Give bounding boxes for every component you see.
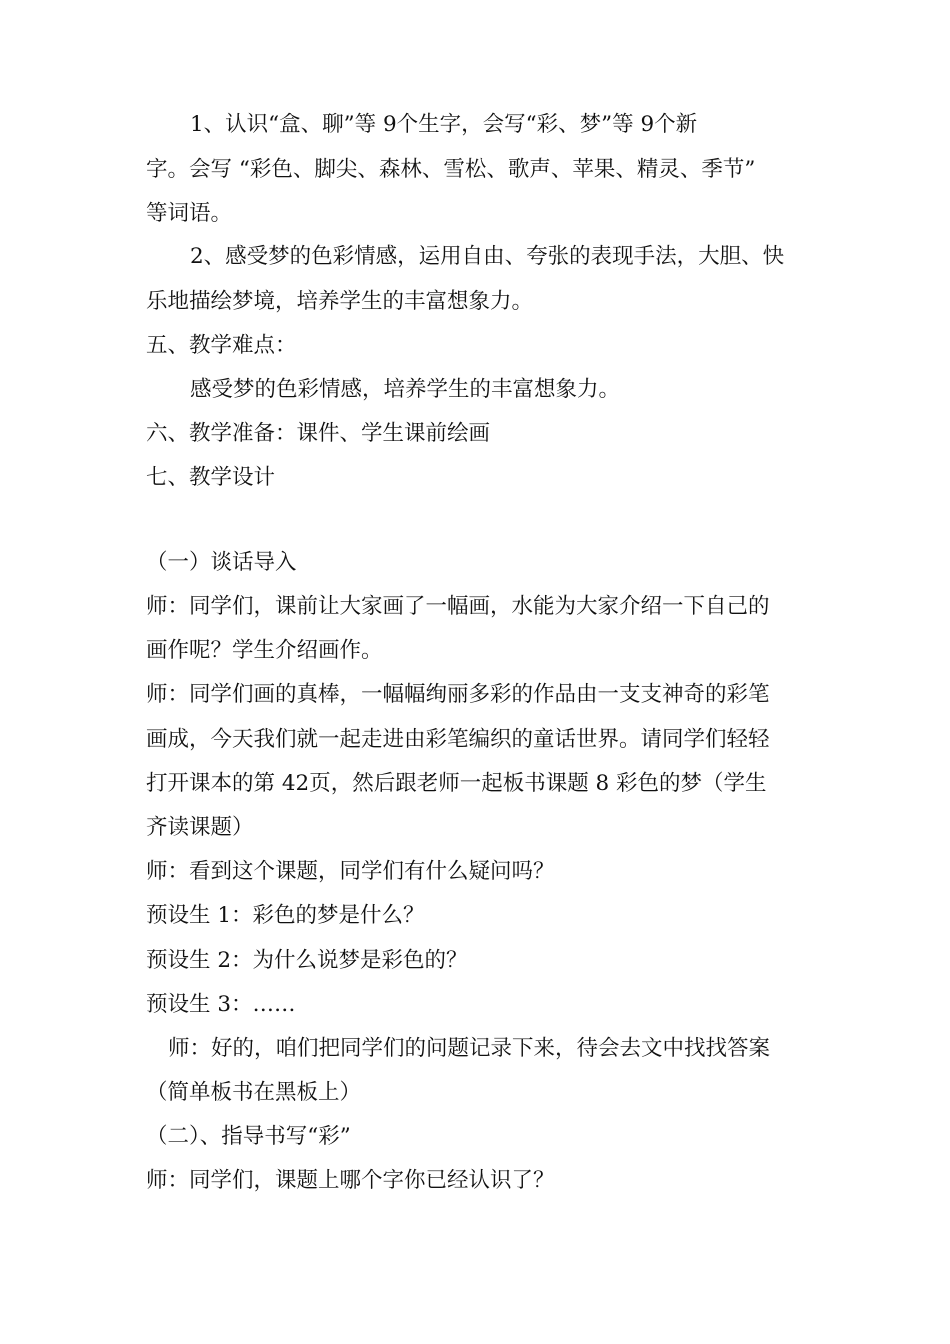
teacher-line-1a: 师：同学们，课前让大家画了一幅画，水能为大家介绍一下自己的: [146, 594, 770, 619]
teacher-line-3: 师：看到这个课题，同学们有什么疑问吗？: [146, 859, 555, 884]
preset-student-3: 预设生 3：……: [146, 992, 296, 1017]
teacher-line-2b: 画成，今天我们就一起走进由彩笔编织的童话世界。请同学们轻轻: [146, 727, 770, 752]
section-heading-design: 七、教学设计: [146, 465, 276, 490]
subsection-heading-writing: （二）、指导书写“彩”: [146, 1124, 351, 1149]
preset-student-2: 预设生 2：为什么说梦是彩色的？: [146, 948, 468, 973]
teacher-line-2d: 齐读课题）: [146, 815, 254, 840]
teacher-line-4b: （简单板书在黑板上）: [146, 1080, 362, 1105]
difficulty-text: 感受梦的色彩情感，培养学生的丰富想象力。: [190, 377, 621, 402]
teacher-line-2c: 打开课本的第 42页，然后跟老师一起板书课题 8 彩色的梦（学生: [146, 771, 767, 796]
preset-student-1: 预设生 1：彩色的梦是什么？: [146, 903, 425, 928]
goal-2-line-1: 2、感受梦的色彩情感，运用自由、夸张的表现手法，大胆、快: [190, 244, 785, 269]
section-heading-preparation: 六、教学准备：课件、学生课前绘画: [146, 421, 491, 446]
teacher-line-5: 师：同学们，课题上哪个字你已经认识了？: [146, 1168, 555, 1193]
subsection-heading-intro: （一）谈话导入: [146, 550, 297, 575]
teacher-line-2a: 师：同学们画的真棒，一幅幅绚丽多彩的作品由一支支神奇的彩笔: [146, 682, 770, 707]
goal-1-line-3: 等词语。: [146, 201, 233, 226]
goal-1-line-2: 字。会写 “彩色、脚尖、森林、雪松、歌声、苹果、精灵、季节”: [146, 157, 756, 182]
section-heading-difficulty: 五、教学难点：: [146, 333, 297, 358]
teacher-line-4a: 师：好的，咱们把同学们的问题记录下来，待会去文中找找答案: [168, 1036, 771, 1061]
goal-1-line-1: 1、认识“盒、聊”等 9个生字，会写“彩、梦”等 9个新: [190, 112, 698, 137]
goal-2-line-2: 乐地描绘梦境，培养学生的丰富想象力。: [146, 289, 534, 314]
teacher-line-1b: 画作呢？学生介绍画作。: [146, 638, 383, 663]
